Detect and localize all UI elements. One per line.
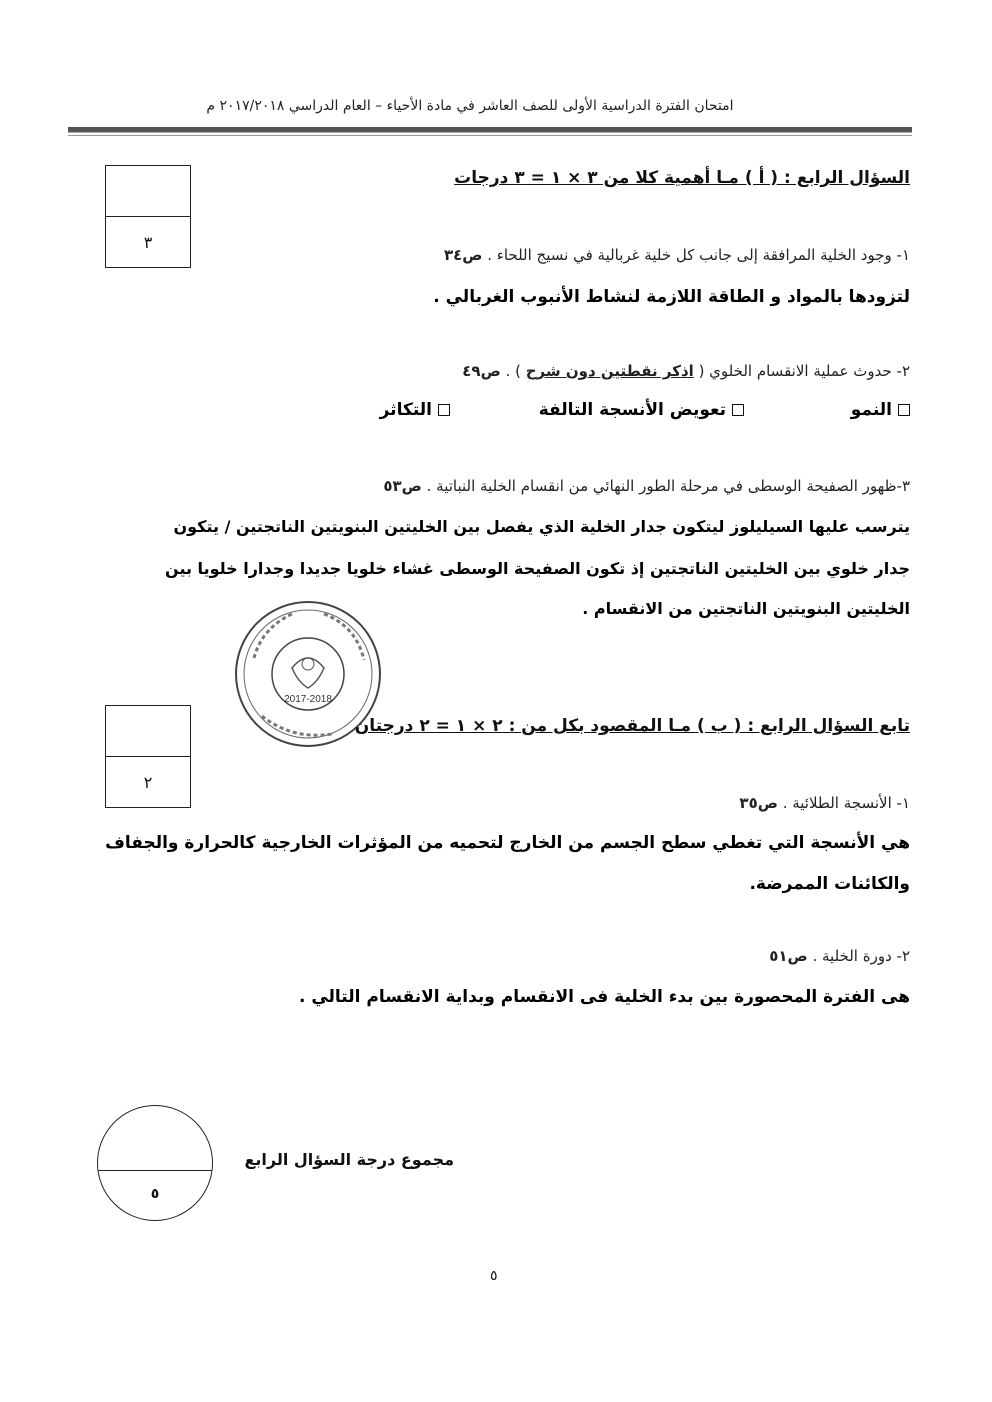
choice-1-label: النمو: [850, 400, 892, 420]
qa-item-3-text: ٣-ظهور الصفيحة الوسطى في مرحلة الطور النهائي من انقسام الخلية النباتية .: [426, 477, 910, 495]
qa-item-1-ref: ص٣٤: [443, 246, 483, 264]
grade-box-b: [105, 705, 191, 808]
qa-item-3-ref: ص٥٣: [383, 477, 422, 495]
qa-item-2-ref: ص٤٩: [462, 362, 501, 380]
qa-item-3-answer-line-2: جدار خلوي بين الخليتين الناتجتين إذ تكون الصفيحة الوسطى غشاء خلويا جديدا وجدارا خلويا بين: [165, 559, 910, 578]
qb-item-2-ref: ص٥١: [769, 947, 808, 965]
qa-item-2-text-end: ) .: [505, 362, 521, 380]
qa-item-2: [462, 362, 910, 380]
qa-item-3: [383, 477, 910, 495]
total-label: مجموع درجة السؤال الرابع: [244, 1150, 454, 1169]
qa-item-1-text: ١- وجود الخلية المرافقة إلى جانب كل خلية غربالية في نسيج اللحاء .: [487, 246, 910, 264]
qb-item-2: [769, 947, 910, 965]
question-a-title: السؤال الرابع : ( أ ) مـا أهمية كلا من ٣ × ١ = ٣ درجات: [454, 168, 910, 188]
checkbox-icon: [438, 404, 450, 416]
grade-box-a: [105, 165, 191, 268]
choice-2: [539, 400, 744, 420]
total-circle-divider: [98, 1170, 212, 1171]
qb-item-1-ref: ص٣٥: [739, 794, 778, 812]
total-grade-value: ٥: [150, 1186, 160, 1202]
exam-header: امتحان الفترة الدراسية الأولى للصف العاشر في مادة الأحياء – العام الدراسي ٢٠١٧/٢٠١٨ م: [206, 98, 734, 114]
choice-3: [380, 400, 450, 420]
header-rule-thin: [68, 135, 912, 136]
grade-box-a-value: ٣: [143, 232, 153, 252]
choice-3-label: التكاثر: [379, 400, 432, 420]
question-b-title: تابع السؤال الرابع : ( ب ) مـا المقصود بكل من : ٢ × ١ = ٢ درجتان: [354, 716, 910, 736]
total-grade-circle: [97, 1105, 213, 1221]
emblem-icon: [292, 658, 324, 688]
grade-box-b-value: ٢: [143, 772, 153, 792]
choice-1: [851, 400, 910, 420]
page-number: ٥: [490, 1268, 498, 1284]
qa-item-3-answer-line-1: يترسب عليها السيليلوز ليتكون جدار الخلية الذي يفصل بين الخليتين البنويتين الناتجتين / يتكون: [173, 517, 910, 536]
qa-item-3-answer-line-3: الخليتين البنويتين الناتجتين من الانقسام .: [582, 599, 910, 618]
qb-item-1-answer-line-2: والكائنات الممرضة.: [749, 874, 910, 894]
qb-item-2-answer: هى الفترة المحصورة بين بدء الخلية فى الانقسام وبداية الانقسام التالي .: [298, 987, 910, 1007]
grade-box-a-empty: [106, 166, 190, 217]
qa-item-2-hint: اذكر نقطتين دون شرح: [525, 362, 694, 380]
stamp-year: 2017-2018: [284, 694, 332, 705]
qa-item-1-answer: لتزودها بالمواد و الطاقة اللازمة لنشاط الأنبوب الغربالي .: [433, 287, 910, 307]
header-rule: [68, 127, 912, 133]
checkbox-icon: [732, 404, 744, 416]
grade-box-b-empty: [106, 706, 190, 757]
checkbox-icon: [898, 404, 910, 416]
qb-item-1-answer-line-1: هي الأنسجة التي تغطي سطح الجسم من الخارج لتحميه من المؤثرات الخارجية كالحرارة والجفاف: [105, 833, 910, 853]
qa-item-1: [444, 246, 910, 264]
qb-item-2-text: ٢- دورة الخلية .: [812, 947, 910, 965]
choice-2-label: تعويض الأنسجة التالفة: [538, 400, 726, 420]
qb-item-1: [739, 794, 910, 812]
qa-item-2-text: ٢- حدوث عملية الانقسام الخلوي (: [698, 362, 910, 380]
qb-item-1-text: ١- الأنسجة الطلائية .: [782, 794, 910, 812]
